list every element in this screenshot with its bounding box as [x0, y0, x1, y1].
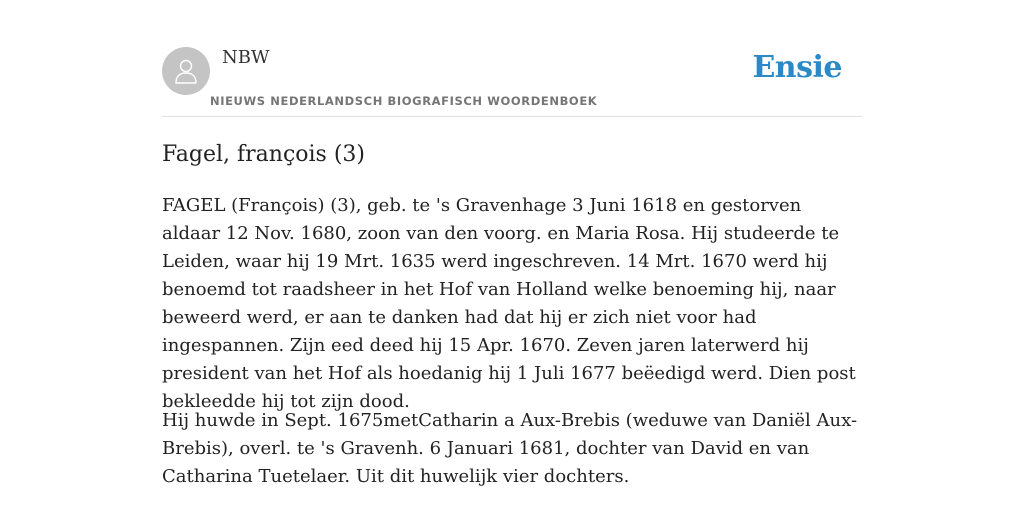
author-name[interactable]: NBW: [222, 47, 270, 68]
source-title[interactable]: NIEUWS NEDERLANDSCH BIOGRAFISCH WOORDENBOEK: [210, 94, 598, 108]
page-title: Fagel, françois (3): [162, 142, 366, 167]
entry-paragraph-2: Hij huwde in Sept. 1675metCatharin a Aux-Brebis (weduwe van Daniël Aux-Brebis), overl. te 's Gravenh. 6 Januari 1681, dochter van David en van Catharina Tuetelaer. Uit dit huwelijk vier dochters.: [162, 410, 858, 487]
entry-paragraph-1: FAGEL (François) (3), geb. te 's Gravenhage 3 Juni 1618 en gestorven aldaar 12 Nov. 1680, zoon van den voorg. en Maria Rosa. Hij studeerde te Leiden, waar hij 19 Mrt. 1635 werd ingeschreven. 14 Mrt. 1670 werd hij benoemd tot raadsheer in het Hof van Holland welke benoeming hij, naar beweerd werd, er aan te danken had dat hij er zich niet voor had ingespannen. Zijn eed deed hij 15 Apr. 1670. Zeven jaren laterwerd hij president van het Hof als hoedanig hij 1 Juli 1677 beëedigd werd. Dien post bekleedde hij tot zijn dood.: [162, 195, 856, 412]
avatar[interactable]: [162, 47, 210, 95]
entry-header: [162, 0, 862, 117]
brand-logo[interactable]: Ensie: [752, 50, 842, 85]
entry-card: [162, 0, 862, 487]
user-silhouette-icon: [173, 57, 199, 85]
